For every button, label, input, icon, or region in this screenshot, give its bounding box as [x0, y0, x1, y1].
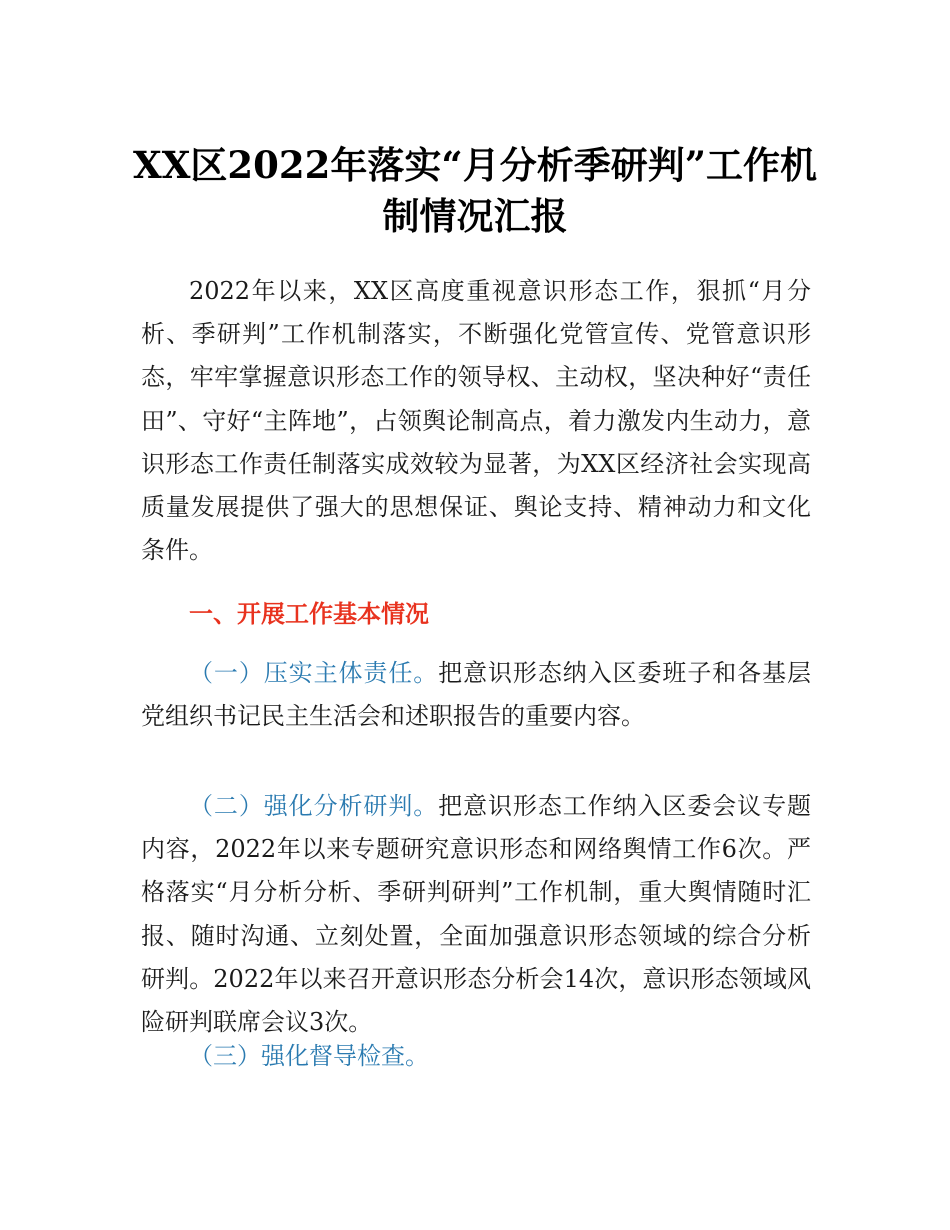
- subheading-responsibility: （一）压实主体责任。: [189, 659, 439, 687]
- paragraph-responsibility: [141, 652, 811, 738]
- section-heading: 一、开展工作基本情况: [189, 600, 429, 628]
- subheading-supervision: （三）强化督导检查。: [189, 1042, 429, 1070]
- paragraph-supervision: [141, 1035, 811, 1078]
- paragraph-responsibility-text: 把意识形态纳入区委班子和各基层党组织书记民主生活会和述职报告的重要内容。: [141, 659, 812, 731]
- paragraph-analysis: [141, 785, 811, 1044]
- intro-paragraph: 2022年以来，XX区高度重视意识形态工作，狠抓“月分析、季研判”工作机制落实，不断强化党管宣传、党管意识形态，牢牢掌握意识形态工作的领导权、主动权，坚决种好“责任田”、守好“主阵地”，占领舆论制高点，着力激发内生动力，意识形态工作责任制落实成效较为显著，为XX区经济社会实现高质量发展提供了强大的思想保证、舆论支持、精神动力和文化条件。: [141, 277, 811, 565]
- subheading-analysis: （二）强化分析研判。: [189, 792, 439, 820]
- document-title: XX区2022年落实“月分析季研判”工作机制情况汇报: [133, 143, 817, 238]
- paragraph-analysis-text: 把意识形态工作纳入区委会议专题内容，2022年以来专题研究意识形态和网络舆情工作6次。严格落实“月分析分析、季研判研判”工作机制，重大舆情随时汇报、随时沟通、立刻处置，全面加强意识形态领域的综合分析研判。2022年以来召开意识形态分析会14次，意识形态领域风险研判联席会议3次。: [141, 792, 812, 1037]
